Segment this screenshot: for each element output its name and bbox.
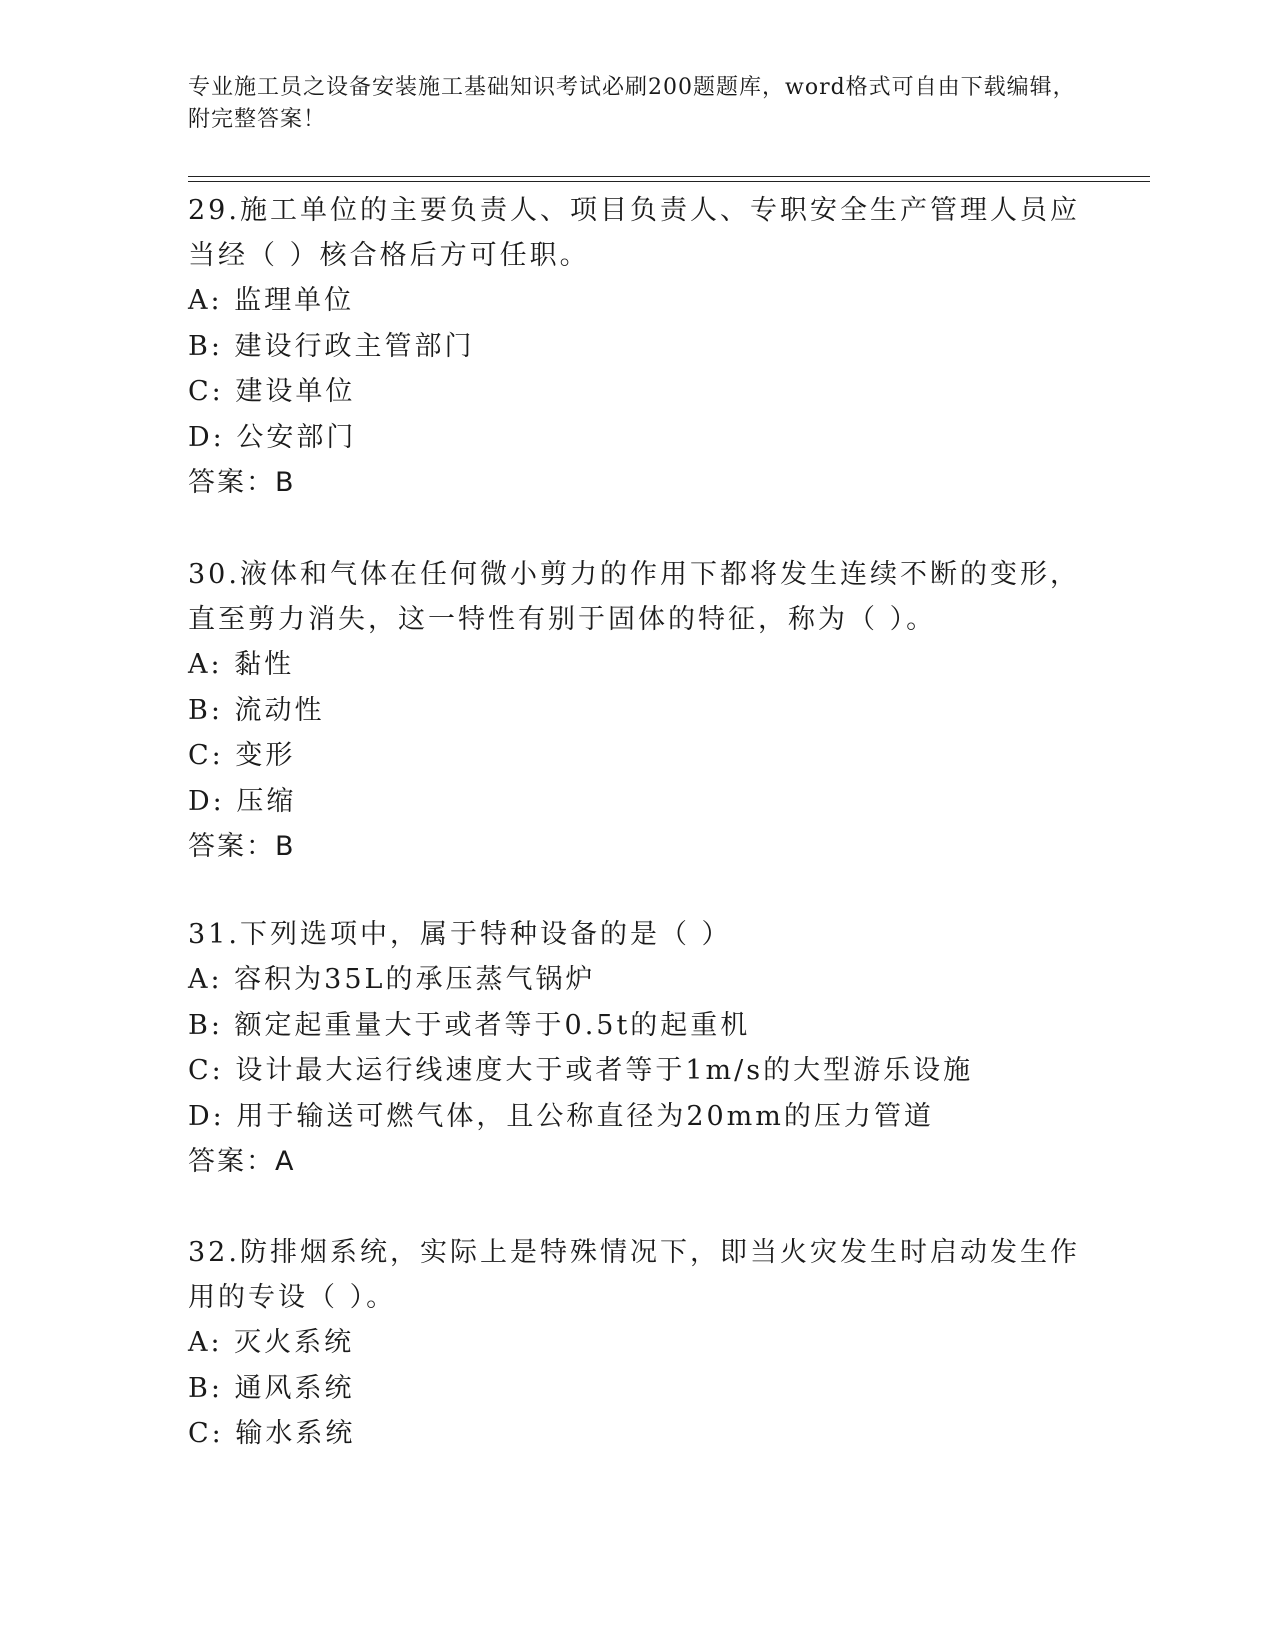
option-c: C: 设计最大运行线速度大于或者等于1m/s的大型游乐设施 [188, 1055, 974, 1086]
option-a: A: 灭火系统 [188, 1327, 355, 1358]
question-30 [188, 552, 1088, 869]
document-header: 专业施工员之设备安装施工基础知识考试必刷200题题库，word格式可自由下载编辑，附完整答案！ [188, 75, 1076, 132]
option-c: C: 建设单位 [188, 376, 356, 407]
question-stem: 29.施工单位的主要负责人、项目负责人、专职安全生产管理人员应当经（ ）核合格后方可任职。 [188, 195, 1080, 271]
option-c: C: 变形 [188, 740, 296, 771]
answer-line: 答案：B [188, 467, 296, 498]
question-stem: 31.下列选项中，属于特种设备的是（ ） [188, 919, 732, 950]
option-b: B: 建设行政主管部门 [188, 330, 475, 362]
header-divider-bottom [188, 181, 1150, 182]
answer-line: 答案：A [188, 1146, 296, 1177]
option-a: A: 黏性 [188, 649, 295, 680]
header-divider-top [188, 176, 1150, 177]
option-d: D: 公安部门 [188, 421, 357, 453]
option-d: D: 用于输送可燃气体，且公称直径为20mm的压力管道 [188, 1100, 934, 1132]
answer-line: 答案：B [188, 831, 296, 862]
option-a: A: 容积为35L的承压蒸气锅炉 [188, 964, 596, 995]
question-31 [188, 912, 1088, 1184]
option-d: D: 压缩 [188, 785, 297, 817]
question-29 [188, 188, 1088, 505]
option-a: A: 监理单位 [188, 285, 355, 316]
option-b: B: 通风系统 [188, 1372, 355, 1404]
option-b: B: 流动性 [188, 694, 325, 726]
question-32 [188, 1230, 1088, 1457]
question-stem: 30.液体和气体在任何微小剪力的作用下都将发生连续不断的变形，直至剪力消失，这一特性有别于固体的特征，称为（ ）。 [188, 559, 1080, 635]
question-stem: 32.防排烟系统，实际上是特殊情况下，即当火灾发生时启动发生作用的专设（ ）。 [188, 1237, 1080, 1313]
option-c: C: 输水系统 [188, 1418, 356, 1449]
option-b: B: 额定起重量大于或者等于0.5t的起重机 [188, 1009, 751, 1041]
